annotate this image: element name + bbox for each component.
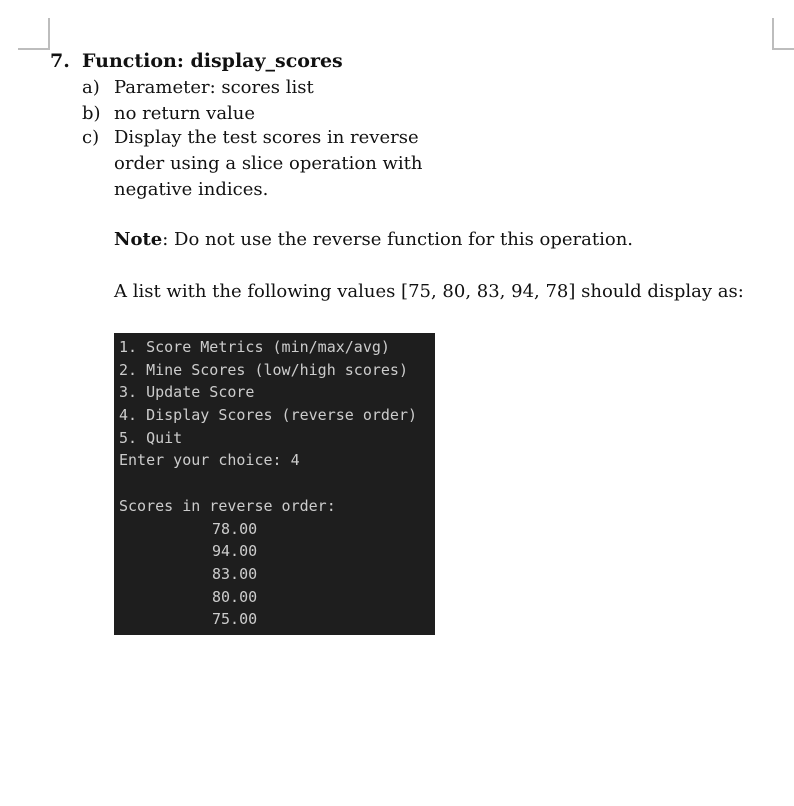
list-item-c-continuation: order using a slice operation with xyxy=(114,153,423,174)
terminal-score: 75.00 xyxy=(212,610,258,629)
crop-mark-top-right xyxy=(772,18,794,50)
terminal-score: 83.00 xyxy=(212,564,258,583)
note-paragraph xyxy=(114,227,633,253)
terminal-menu-line: 5. Quit xyxy=(119,428,183,447)
terminal-score: 78.00 xyxy=(212,519,258,538)
terminal-prompt: Enter your choice: 4 xyxy=(119,451,300,470)
example-paragraph: A list with the following values [75, 80, 83, 94, 78] should display as: xyxy=(114,281,744,302)
list-item-text: Parameter: scores list xyxy=(114,77,314,98)
terminal-header: Scores in reverse order: xyxy=(119,496,336,515)
list-item-c xyxy=(82,125,419,151)
terminal-score: 94.00 xyxy=(212,542,258,561)
terminal-output xyxy=(114,333,435,635)
list-item-c-continuation: negative indices. xyxy=(114,179,269,200)
section-heading xyxy=(50,50,343,72)
terminal-menu-line: 4. Display Scores (reverse order) xyxy=(119,406,418,425)
list-item-text: no return value xyxy=(114,103,256,124)
list-letter: b) xyxy=(82,103,101,124)
terminal-score: 80.00 xyxy=(212,587,258,606)
note-text: : Do not use the reverse function for this operation. xyxy=(162,229,634,250)
list-item-b xyxy=(82,101,255,127)
terminal-menu-line: 2. Mine Scores (low/high scores) xyxy=(119,360,408,379)
list-letter: a) xyxy=(82,77,100,98)
list-letter: c) xyxy=(82,127,100,148)
crop-mark-top-left xyxy=(18,18,50,50)
section-title: Function: display_scores xyxy=(82,50,343,72)
section-number: 7. xyxy=(50,50,70,72)
note-label: Note xyxy=(114,229,163,250)
list-item-a xyxy=(82,75,314,101)
terminal-menu-line: 1. Score Metrics (min/max/avg) xyxy=(119,338,390,356)
terminal-menu-line: 3. Update Score xyxy=(119,383,255,402)
terminal-blank-line xyxy=(119,472,435,495)
list-item-text: Display the test scores in reverse xyxy=(114,127,419,148)
